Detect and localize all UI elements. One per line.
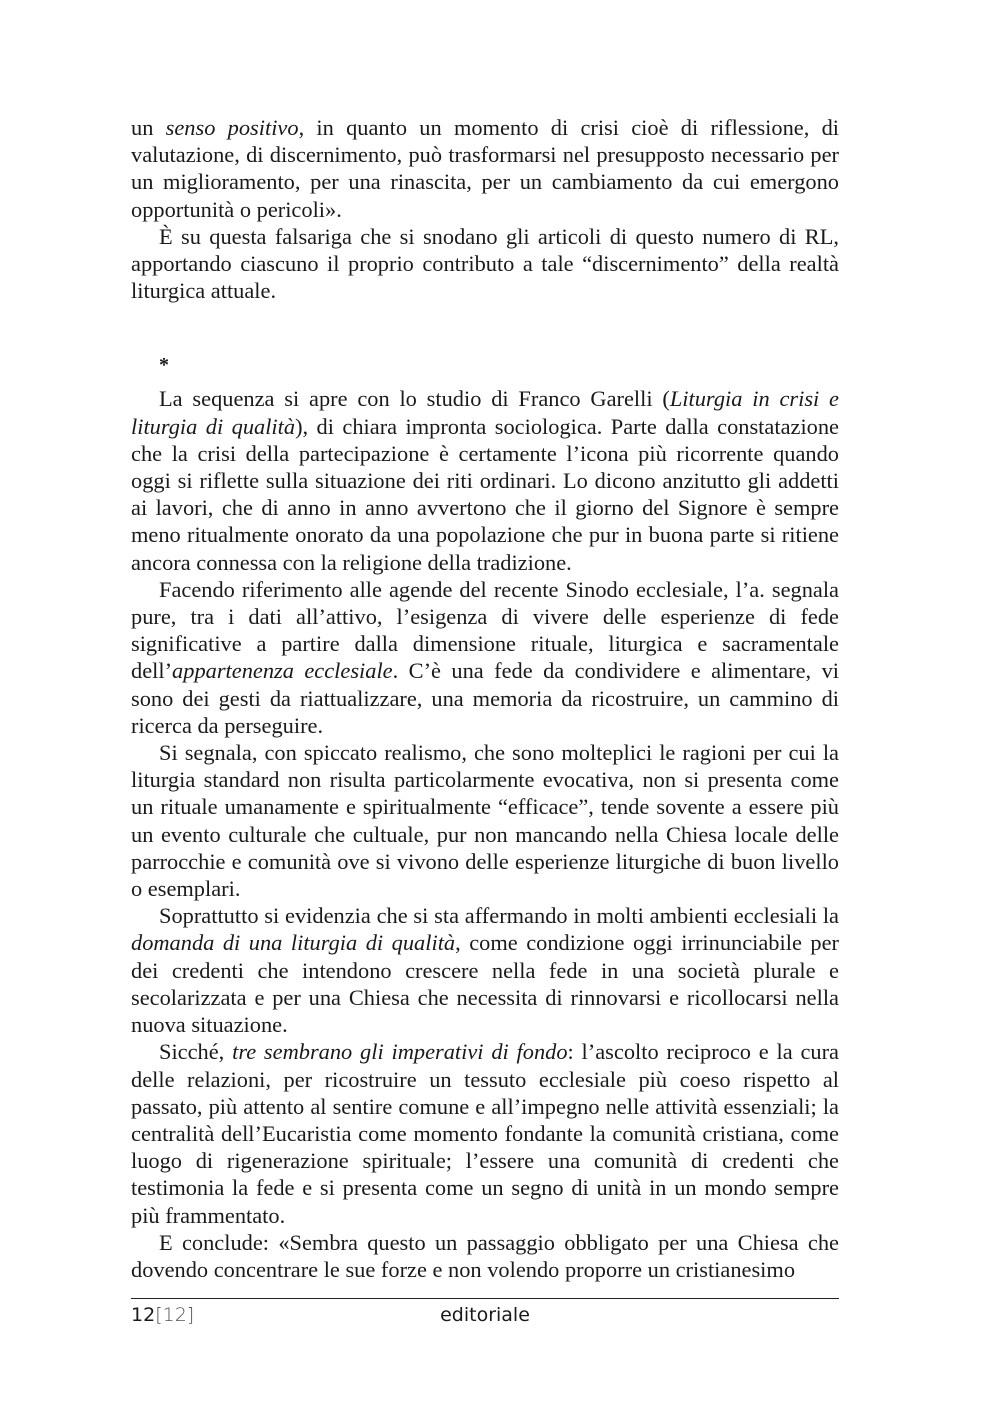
paragraph-8: E conclude: «Sembra questo un passaggio obbligato per una Chiesa che dovendo concentrare le sue forze e non volendo proporre un cristianesimo	[131, 1229, 839, 1282]
paragraph-1	[131, 114, 839, 223]
bracket-close: ]	[186, 1304, 195, 1326]
bracket-open: [	[155, 1304, 163, 1326]
page-footer	[131, 1303, 839, 1329]
text: un	[131, 115, 166, 140]
text: La sequenza si apre con lo studio di Franco Garelli (	[159, 386, 670, 412]
spacer	[131, 304, 839, 331]
footer-rule	[131, 1298, 839, 1299]
page-body	[131, 114, 839, 1283]
text: : l’ascolto reciproco e la cura delle relazioni, per ricostruire un tessuto ecclesiale più coeso rispetto al passato, più attento al sentire comune e all’impegno nelle attività essenziali; la centralità dell’Eucaristia come momento fondante la comunità cristiana, come luogo di rigenerazione spirituale; l’essere una comunità di credenti che testimonia la fede e si presenta come un segno di unità in un mondo sempre più frammentato.	[131, 1039, 839, 1228]
paragraph-2: È su questa falsariga che si snodano gli articoli di questo numero di RL, apportando ciascuno il proprio contributo a tale “discernimento” della realtà liturgica attuale.	[131, 223, 839, 304]
text: Facendo riferimento alle agende del recente Sinodo ecclesiale, l’a. segnala pure, tra i dati all’attivo, l’esigenza di vivere delle esperienze di fede significative a partire dalla dimensione rituale, liturgica e sacramentale dell’	[131, 576, 839, 684]
text: Sicché,	[159, 1039, 233, 1065]
italic-text: Liturgia in crisi e liturgia di qualità	[131, 386, 839, 439]
section-separator: *	[159, 354, 169, 377]
text: ), di chiara impronta sociologica. Parte dalla constatazione che la crisi della partecipazione è certamente l’icona più ricorrente quando oggi si riflette sulla situazione dei riti ordinari. Lo dicono anzitutto gli addetti ai lavori, che di anno in anno avvertono che il giorno del Signore è sempre meno ritualmente onorato da una popolazione che pur in buona parte si ritiene ancora connessa con la religione della tradizione.	[131, 413, 839, 575]
paragraph-7	[131, 1038, 839, 1228]
paragraph-5: Si segnala, con spiccato realismo, che sono molteplici le ragioni per cui la liturgia standard non risulta particolarmente evocativa, non si presenta come un rituale umanamente e spiritualmente “efficace”, tende sovente a essere più un evento culturale che cultuale, pur non mancando nella Chiesa locale delle parrocchie e comunità ove si vivono delle esperienze liturgiche di buon livello o esemplari.	[131, 740, 839, 902]
italic-text: senso positivo	[165, 115, 299, 140]
text: , come condizione oggi irrinunciabile per dei credenti che intendono crescere nella fede in una società plurale e secolarizzata e per una Chiesa che necessita di rinnovarsi e ricollocarsi nella nuova situazione.	[131, 930, 839, 1038]
paragraph-4	[131, 576, 839, 739]
text: . C’è una fede da condividere e alimentare, vi sono dei gesti da riattualizzare, una memoria da ricostruire, un cammino di ricerca da perseguire.	[131, 658, 839, 738]
section-name: editoriale	[440, 1304, 530, 1326]
text: , in quanto un momento di crisi cioè di riflessione, di valutazione, di discernimento, può trasformarsi nel presupposto necessario per un miglioramento, per una rinascita, per un cambiamento da cui emergono opportunità o pericoli».	[131, 115, 839, 222]
italic-text: domanda di una liturgia di qualità	[131, 930, 456, 956]
page-number-text: 12	[131, 1304, 156, 1326]
paragraph-6	[131, 902, 839, 1038]
text: Soprattutto si evidenzia che si sta affermando in molti ambienti ecclesiali la	[159, 903, 839, 929]
page-number-alt: 12	[162, 1304, 187, 1326]
paragraph-3	[131, 385, 839, 575]
italic-text: appartenenza ecclesiale	[172, 658, 393, 684]
italic-text: tre sembrano gli imperativi di fondo	[232, 1039, 568, 1065]
